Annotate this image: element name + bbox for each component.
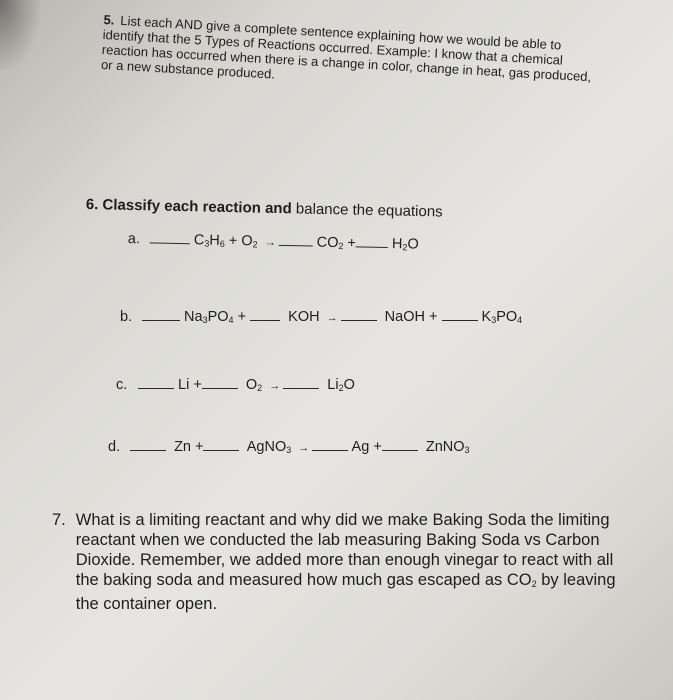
plus-sign: + — [373, 439, 382, 455]
sub: 3 — [204, 238, 210, 249]
equation-c-blank-3[interactable] — [283, 376, 319, 389]
text: O — [407, 236, 419, 253]
equation-b-blank-3[interactable] — [341, 308, 377, 321]
equation-c-reactant2: O — [245, 377, 258, 393]
plus-sign: + — [228, 232, 238, 250]
arrow-icon: → — [269, 380, 281, 392]
equation-b-reactant1: Na — [184, 309, 203, 325]
sub: 4 — [517, 315, 523, 325]
equation-c-product1: Li — [327, 377, 339, 393]
question-7-number: 7. — [52, 511, 66, 529]
plus-sign: + — [195, 439, 204, 455]
equation-a-blank-1[interactable] — [150, 230, 190, 244]
equation-d-blank-3[interactable] — [312, 438, 348, 451]
equation-b-blank-1[interactable] — [142, 308, 180, 321]
sub: 4 — [228, 315, 234, 325]
question-6-text-start: Classify each reaction — [102, 196, 262, 217]
plus-sign: + — [193, 377, 202, 393]
equation-d-reactant2: AgNO — [246, 439, 287, 455]
sub: 6 — [219, 238, 225, 249]
sub: 2 — [338, 383, 344, 393]
equation-a-product1: CO — [316, 234, 339, 252]
equation-b — [120, 308, 522, 325]
equation-a-reactant2: O — [241, 233, 253, 250]
equation-d-product1: Ag — [351, 439, 370, 455]
equation-d — [108, 438, 470, 455]
plus-sign: + — [429, 309, 438, 325]
arrow-icon: → — [298, 442, 310, 454]
sub: 3 — [286, 445, 292, 455]
text: PO — [207, 309, 229, 325]
question-6 — [86, 196, 443, 220]
sub: 2 — [257, 383, 263, 393]
text: What is a limiting reactant and why did we make Baking Soda the limiting reactant when we conducted the lab measuring Baking Soda vs Carbon Dioxide. Remember, we added more than enough vinegar to react with all the baking soda and measured how much gas escaped as CO — [75, 511, 614, 589]
equation-b-blank-4[interactable] — [442, 308, 478, 321]
equation-d-product2: ZnNO — [425, 439, 465, 455]
question-6-text-end: balance the equations — [295, 200, 443, 221]
equation-c-blank-2[interactable] — [202, 376, 238, 389]
equation-a-product2: H — [391, 236, 403, 253]
plus-sign: + — [237, 309, 247, 325]
sub: 2 — [531, 579, 537, 589]
sub: 3 — [464, 445, 470, 455]
equation-b-product2: K — [481, 309, 492, 325]
equation-a — [128, 230, 419, 253]
equation-b-reactant2: KOH — [288, 309, 320, 325]
equation-a-blank-4[interactable] — [356, 234, 388, 248]
equation-c — [116, 376, 355, 393]
question-7 — [52, 510, 652, 614]
equation-a-blank-3[interactable] — [279, 233, 313, 247]
equation-d-blank-2[interactable] — [203, 438, 239, 451]
question-6-text-bold: and — [264, 199, 292, 218]
question-5-number: 5. — [103, 12, 115, 28]
equation-d-blank-4[interactable] — [382, 438, 418, 451]
arrow-icon: → — [264, 236, 276, 249]
equation-b-product1: NaOH — [384, 309, 425, 325]
equation-d-reactant1: Zn — [174, 439, 191, 455]
equation-c-blank-1[interactable] — [138, 376, 174, 389]
equation-b-label: b. — [120, 309, 133, 325]
arrow-icon: → — [326, 312, 338, 324]
question-7-text — [76, 510, 636, 614]
text: O — [343, 377, 355, 393]
equation-a-label: a. — [127, 230, 141, 248]
question-5-text: List each AND give a complete sentence explaining how we would be able to identify that the 5 Types of Reactions occurred. Example: I know that a chemical reaction has occurred when there is a change in color, change in heat, gas produced, or a new substance produced. — [100, 12, 592, 85]
sub: 2 — [252, 239, 258, 250]
text: by leaving the container open. — [75, 571, 616, 613]
equation-d-blank-1[interactable] — [130, 438, 166, 451]
question-6-number: 6. — [85, 196, 99, 214]
sub: 3 — [491, 315, 497, 325]
equation-a-reactant1: C — [193, 232, 205, 249]
text: H — [209, 232, 220, 249]
sub: 2 — [338, 241, 344, 252]
equation-d-label: d. — [108, 439, 121, 455]
equation-c-label: c. — [116, 377, 128, 393]
equation-c-reactant1: Li — [178, 377, 190, 393]
text: PO — [496, 309, 518, 325]
sub: 2 — [402, 242, 408, 253]
question-5 — [101, 12, 594, 99]
plus-sign: + — [347, 235, 357, 252]
sub: 3 — [202, 315, 208, 325]
equation-b-blank-2[interactable] — [250, 308, 280, 321]
page-corner-shadow — [0, 0, 40, 70]
